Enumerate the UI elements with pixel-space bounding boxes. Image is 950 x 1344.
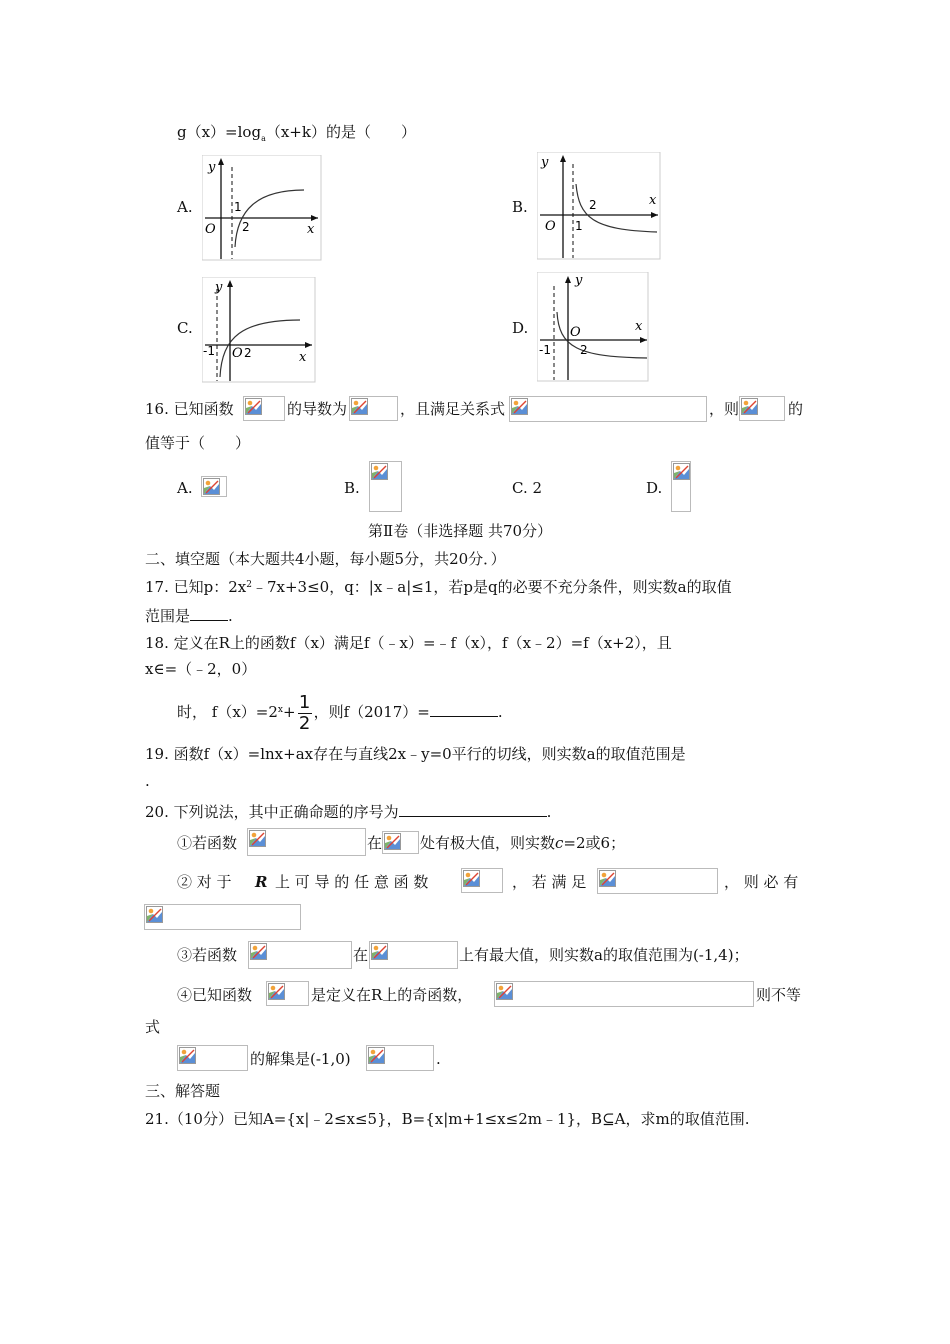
q19-line1: 19. 函数f（x）=lnx+ax存在与直线2x﹣y=0平行的切线，则实数a的取值范围是 [145,745,686,763]
q15-stem-tail: $g(x)=\log_a(x+k)$的是（ ） [177,123,416,143]
broken-image-icon [671,461,691,512]
broken-image-icon [509,396,707,422]
option-b-graph [537,152,661,260]
q20-s1b: 在 [367,834,383,852]
y-arrow [560,155,566,162]
q17-line2: 范围是 . [145,604,233,627]
answer-blank[interactable] [430,700,498,717]
tick-minus-1: -1 [539,343,551,357]
x-label: x [307,222,315,237]
broken-image-icon [369,941,458,969]
q16-line2: 值等于（ ） [145,434,251,452]
origin-label: O [205,222,216,237]
q16-option-c[interactable]: C. 2 [512,479,543,497]
section2-heading: 二、填空题（本大题共4小题，每小题5分，共20分．） [145,550,506,568]
y-label: y [575,273,583,288]
q20-s1c: 处有极大值，则实数c=2或6； [420,834,626,852]
y-label: y [208,160,216,175]
q18-line2: x∈=（﹣2，0） [145,660,257,678]
broken-image-icon [597,868,718,894]
x-arrow [640,337,647,343]
q17-line1: 17. 已知p：$2x^2﹣7x+3\le 0$，q：|x﹣a|≤1，若p是q的必要不充分条件，则实数a的取值 [145,578,732,596]
option-d-label[interactable]: D. [512,319,529,337]
broken-image-icon [144,904,301,930]
q16-option-a[interactable]: A. [177,479,193,497]
option-a-label[interactable]: A. [177,198,193,216]
q20-s2c: ， 若 满 足 [512,873,587,891]
q20-s2a: ② 对 于 [177,873,232,891]
q16-e: 的 [788,400,804,418]
q18-line1: 18. 定义在R上的函数f（x）满足f（﹣x）=﹣f（x），f（x﹣2）=f（x+2），且 [145,634,672,652]
broken-image-icon [382,831,419,854]
tick-2: 2 [244,346,252,360]
broken-image-icon [248,941,352,969]
option-c-label[interactable]: C. [177,319,193,337]
x-label: x [635,319,643,334]
broken-image-icon [739,396,785,421]
q20-line1: 20. 下列说法，其中正确命题的序号为 . [145,800,551,823]
q20-s3a: ③若函数 [177,946,238,964]
option-d-graph [537,272,649,382]
graph-border [202,155,321,260]
q20-s3b: 在 [353,946,369,964]
q20-s4d: 式 [145,1018,161,1036]
fraction: $\frac{1}{2}$ [298,691,311,734]
graph-border [537,152,660,259]
q20-s2d: ， 则 必 有 [724,873,799,891]
x-arrow [305,342,312,348]
broken-image-icon [266,981,309,1006]
x-arrow [651,212,658,218]
answer-blank[interactable] [399,800,547,817]
x-arrow [311,215,318,221]
q20-s4c: 则不等 [756,986,802,1004]
y-arrow [227,280,233,287]
section2-title: 第Ⅱ卷（非选择题 共70分） [368,522,553,540]
broken-image-icon [494,981,754,1007]
tick-2: 2 [589,198,597,212]
tick-1: 1 [575,219,583,233]
broken-image-icon [247,828,366,856]
section3-heading: 三、解答题 [145,1082,221,1100]
broken-image-icon [461,868,503,893]
q20-s4a: ④已知函数 [177,986,253,1004]
x-label: x [299,350,307,365]
q20-s1a: ①若函数 [177,834,238,852]
option-a-graph [202,155,322,261]
q19-line2: . [145,772,150,790]
broken-image-icon [369,461,402,512]
q16-d: ，则 [709,400,740,418]
q16-c: ，且满足关系式 [400,400,506,418]
q18-line3: 时， $f(x)=2^x+$ $\frac{1}{2}$ ，则f（2017）= . [177,691,503,734]
y-arrow [565,276,571,283]
q21: 21.（10分）已知A={x|﹣2≤x≤5}，B={x|m+1≤x≤2m﹣1}，B⊆A，求m的取值范围. [145,1110,750,1128]
broken-image-icon [177,1045,248,1071]
y-label: y [215,280,223,295]
q16-a: 16. 已知函数 [145,400,234,418]
q20-s4b: 是定义在R上的奇函数， [311,986,473,1004]
broken-image-icon [349,396,398,421]
q16-option-b[interactable]: B. [344,479,360,497]
option-b-label[interactable]: B. [512,198,528,216]
option-c-graph [202,277,316,383]
answer-blank[interactable] [190,604,228,621]
tick-1: 1 [234,200,242,214]
q20-s2b: 上 可 导 的 任 意 函 数 [275,873,429,891]
broken-image-icon [201,476,227,497]
origin-label: O [232,346,243,361]
tick-2: 2 [242,220,250,234]
q20-s2R: R [255,873,268,891]
x-label: x [649,193,657,208]
broken-image-icon [366,1045,434,1071]
y-label: y [541,155,549,170]
broken-image-icon [243,396,285,421]
tick-minus-1: -1 [203,344,215,358]
origin-label: O [570,325,581,340]
tick-2: 2 [580,343,588,357]
q20-s3c: 上有最大值，则实数a的取值范围为(-1,4)； [459,946,749,964]
q16-b: 的导数为 [287,400,348,418]
y-arrow [218,158,224,165]
origin-label: O [545,219,556,234]
q20-s4f: . [436,1050,441,1068]
q16-option-d[interactable]: D. [646,479,663,497]
q20-s4e: 的解集是(-1,0) [250,1050,351,1068]
